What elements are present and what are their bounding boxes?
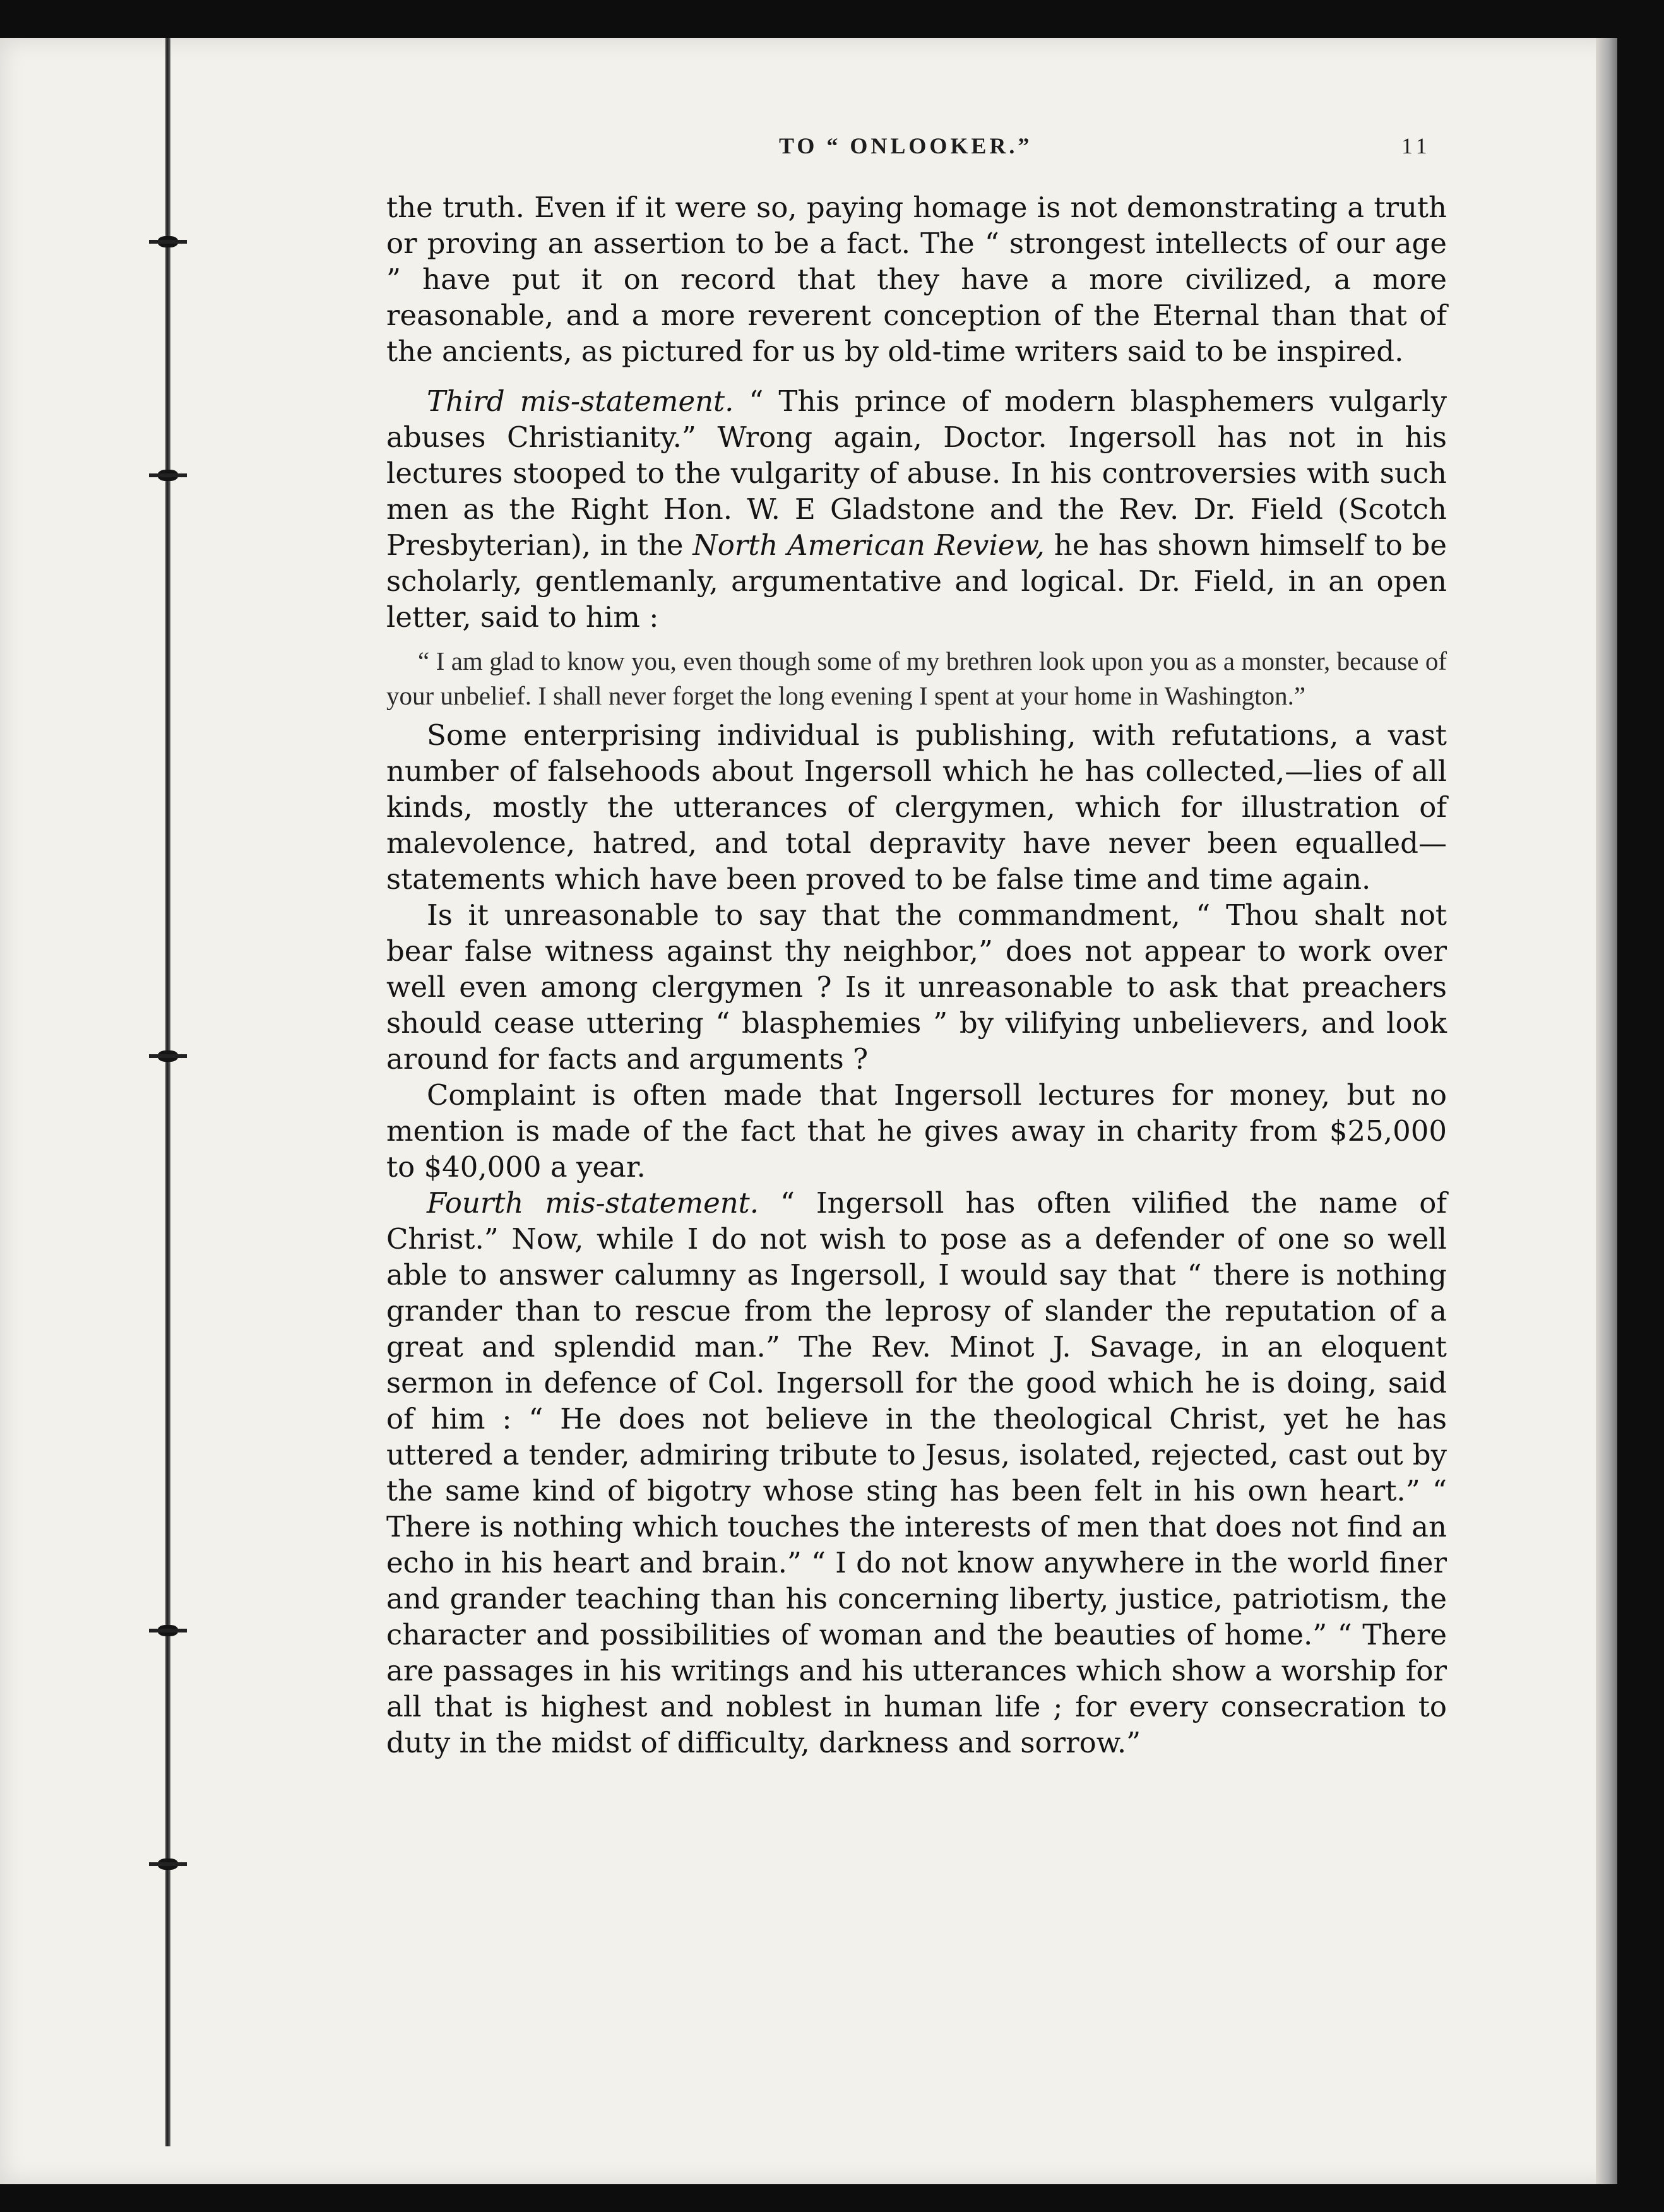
binding-stitch	[149, 1856, 187, 1872]
paragraph: Is it unreasonable to say that the commandment, “ Thou shalt not bear false witness against thy neighbor,” does not appear to work over well even among clergymen ? Is it unreasonable to ask that preachers should cease uttering “ blasphemies ” by vilifying unbelievers, and look around for facts and arguments ?	[386, 898, 1447, 1076]
paragraph-text: “ This prince of modern blasphemers vulgarly abuses Christianity.” Wrong again, Doctor. Ingersoll has not in his lectures stooped to the vulgarity of abuse. In his controversies with such men as the Right Hon. W. E Gladstone and the Rev. Dr. Field (Scotch Presbyterian), in the	[386, 384, 1447, 562]
publication-title: North American Review,	[692, 528, 1045, 562]
section-lead: Third mis-statement.	[427, 384, 734, 418]
paragraph	[386, 1185, 1447, 1761]
page-edge	[1596, 38, 1617, 2184]
paragraph	[386, 383, 1447, 635]
section-lead: Fourth mis-statement.	[427, 1186, 759, 1220]
binding-stitch	[149, 467, 187, 484]
paragraph: the truth. Even if it were so, paying homage is not demonstrating a truth or proving an assertion to be a fact. The “ strongest intellects of our age ” have put it on record that they have a more civilized, a more reasonable, and a more reverent conception of the Eternal than that of the ancients, as pictured for us by old-time writers said to be inspired.	[386, 191, 1447, 368]
block-quote: “ I am glad to know you, even though some of my brethren look upon you as a monster, because of your unbelief. I shall never forget the long evening I spent at your home in Washington.”	[386, 646, 1447, 710]
paragraph-text: “ Ingersoll has often vilified the name of Christ.” Now, while I do not wish to pose as a defender of one so well able to answer calumny as Ingersoll, I would say that “ there is nothing grander than to rescue from the leprosy of slander the reputation of a great and splendid man.” The Rev. Minot J. Savage, in an eloquent sermon in defence of Col. Ingersoll for the good which he is doing, said of him : “ He does not believe in the theological Christ, yet he has uttered a tender, admiring tribute to Jesus, isolated, rejected, cast out by the same kind of bigotry whose sting has been felt in his own heart.” “ There is nothing which touches the interests of men that does not find an echo in his heart and brain.” “ I do not know anywhere in the world finer and grander teaching than his concerning liberty, justice, patriotism, the character and possibilities of woman and the beauties of home.” “ There are passages in his writings and his utterances which show a worship for all that is highest and noblest in human life ; for every consecration to duty in the midst of difficulty, darkness and sorrow.”	[386, 1186, 1447, 1759]
running-head: TO “ ONLOOKER.”	[779, 133, 1033, 158]
binding-stitch	[149, 1622, 187, 1639]
binding-spine	[165, 38, 170, 2146]
binding-stitch	[149, 1048, 187, 1064]
body-text	[386, 189, 1447, 1761]
paragraph-text: he has shown himself to be scholarly, gentlemanly, argumentative and logical. Dr. Field, in an open letter, said to him :	[386, 528, 1447, 634]
page-number: 11	[1401, 133, 1431, 158]
paragraph: Complaint is often made that Ingersoll lectures for money, but no mention is made of the fact that he gives away in charity from $25,000 to $40,000 a year.	[386, 1078, 1447, 1184]
binding-stitch	[149, 234, 187, 250]
paragraph: Some enterprising individual is publishing, with refutations, a vast number of falsehoods about Ingersoll which he has collected,—lies of all kinds, mostly the utterances of clergymen, which for illustration of malevolence, hatred, and total depravity have never been equalled—statements which have been proved to be false time and time again.	[386, 718, 1447, 896]
